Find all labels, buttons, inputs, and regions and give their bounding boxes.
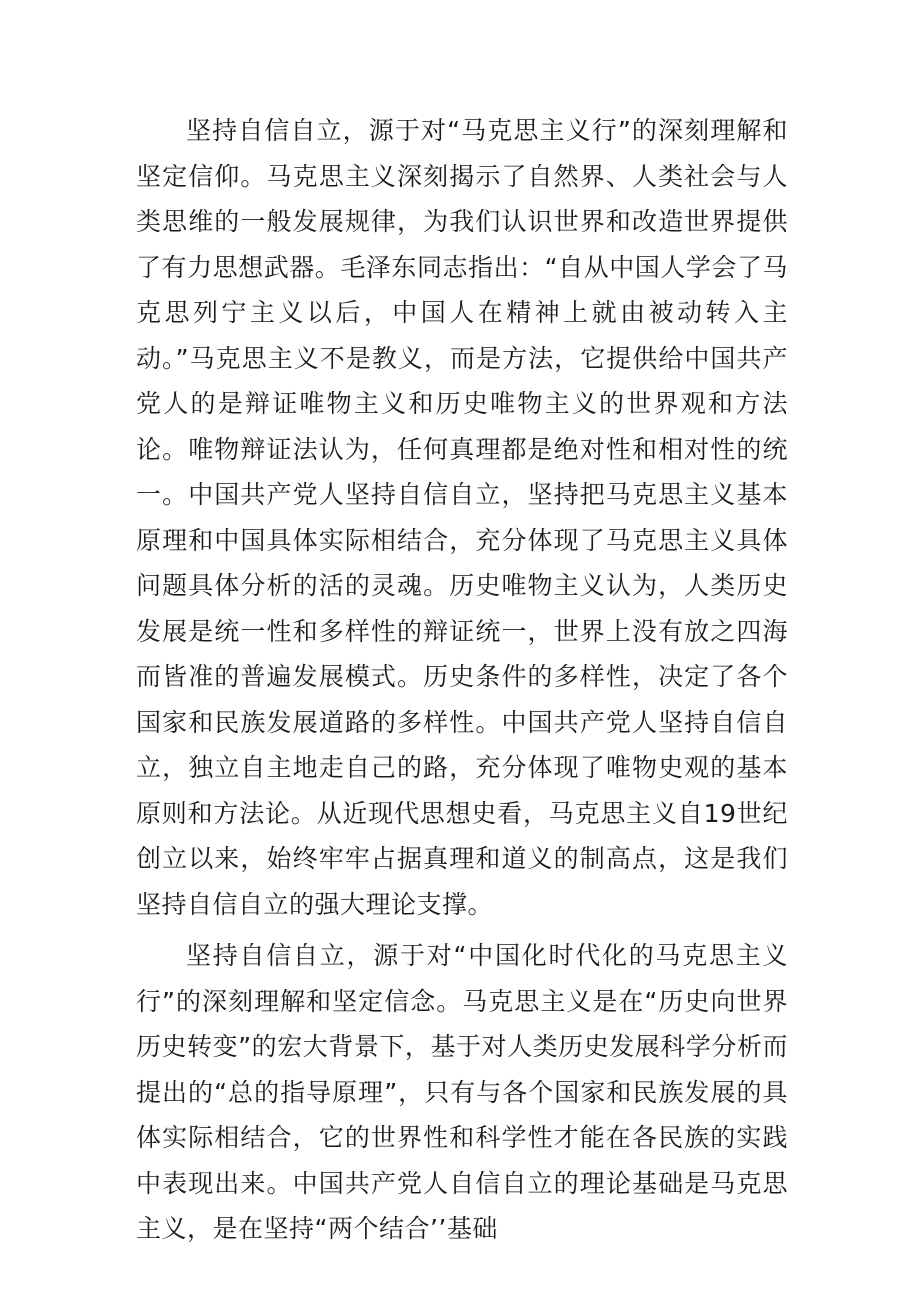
paragraph-1: 坚持自信自立，源于对“马克思主义行”的深刻理解和坚定信仰。马克思主义深刻揭示了自然界、人类社会与人类思维的一般发展规律，为我们认识世界和改造世界提供了有力思想武器。毛泽东同志指出：“自从中国人学会了马克思列宁主义以后，中国人在精神上就由被动转入主动。”马克思主义不是教义，而是方法，它提供给中国共产党人的是辩证唯物主义和历史唯物主义的世界观和方法论。唯物辩证法认为，任何真理都是绝对性和相对性的统一。中国共产党人坚持自信自立，坚持把马克思主义基本原理和中国具体实际相结合，充分体现了马克思主义具体问题具体分析的活的灵魂。历史唯物主义认为，人类历史发展是统一性和多样性的辩证统一，世界上没有放之四海而皆准的普遍发展模式。历史条件的多样性，决定了各个国家和民族发展道路的多样性。中国共产党人坚持自信自立，独立自主地走自己的路，充分体现了唯物史观的基本原则和方法论。从近现代思想史看，马克思主义自19世纪创立以来，始终牢牢占据真理和道义的制高点，这是我们坚持自信自立的强大理论支撑。 xyxy=(136,116,788,919)
document-body xyxy=(136,108,788,1258)
paragraph-2: 坚持自信自立，源于对“中国化时代化的马克思主义行”的深刻理解和坚定信念。马克思主义是在“历史向世界历史转变”的宏大背景下，基于对人类历史发展科学分析而提出的“总的指导原理”，只有与各个国家和民族发展的具体实际相结合，它的世界性和科学性才能在各民族的实践中表现出来。中国共产党人自信自立的理论基础是马克思主义，是在坚持“两个结合’’基础 xyxy=(136,941,788,1243)
